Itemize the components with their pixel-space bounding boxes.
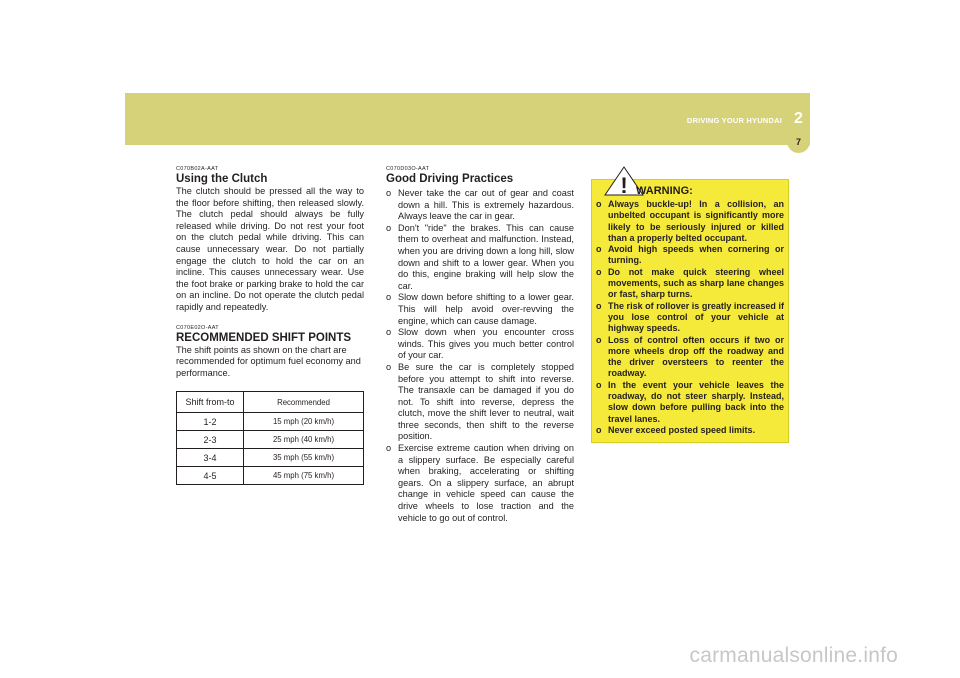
clutch-code: C070B02A-AAT: [176, 166, 219, 172]
bullet-mark: o: [596, 334, 602, 345]
list-item-text: Don't "ride" the brakes. This can cause them to overheat and malfunction. Instead, when you are driving down a long hill, slow down and shift to a lower gear. When you do this, engine braking will help slow the car.: [398, 222, 574, 291]
list-item: [386, 223, 574, 293]
bullet-mark: o: [386, 292, 392, 303]
bullet-mark: o: [596, 244, 602, 255]
clutch-body: The clutch should be pressed all the way to the floor before shifting, then released slowly. The clutch pedal should always be fully released while driving. Do not rest your foot on the clutch pedal while driving. This can cause unnecessary wear. Do not partially engage the clutch to hold the car on an incline. This causes unnecessary wear. Use the foot brake or parking brake to hold the car on an incline. Do not operate the clutch pedal rapidly and repeatedly.: [176, 186, 364, 312]
warning-item-text: In the event your vehicle leaves the roadway, do not steer sharply. Instead, slow down before pulling back into the travel lanes.: [608, 379, 784, 424]
chapter-number: 2: [794, 110, 803, 127]
warning-symbol: !: [620, 173, 628, 196]
bullet-mark: o: [386, 222, 392, 233]
list-item: [386, 362, 574, 443]
bullet-mark: o: [386, 327, 392, 338]
warning-item: [596, 267, 784, 301]
table-row: [177, 413, 364, 431]
practices-heading: Good Driving Practices: [386, 173, 514, 185]
bullet-mark: o: [596, 300, 602, 311]
table-cell: 35 mph (55 km/h): [244, 449, 364, 467]
warning-title: WARNING:: [636, 185, 693, 197]
table-cell: 2-3: [177, 431, 244, 449]
middle-column: [386, 166, 574, 524]
shift-points-table: [176, 391, 364, 485]
table-cell: 3-4: [177, 449, 244, 467]
warning-item-text: Avoid high speeds when cornering or turning.: [608, 244, 784, 266]
list-item-text: Slow down when you encounter cross winds. This gives you much better control of your car.: [398, 327, 574, 361]
bullet-mark: o: [596, 379, 602, 390]
bullet-mark: o: [386, 361, 392, 372]
warning-item: [596, 244, 784, 267]
shift-code: C070E02O-AAT: [176, 324, 219, 331]
table-cell: 4-5: [177, 467, 244, 485]
bullet-mark: o: [386, 188, 392, 198]
warning-item: [596, 425, 784, 436]
table-row: [177, 467, 364, 485]
warning-item-text: Loss of control often occurs if two or more wheels drop off the roadway and the driver oversteers to reenter the roadway.: [608, 334, 784, 379]
list-item: [386, 292, 574, 327]
list-item-text: Exercise extreme caution when driving on a slippery surface. Be especially careful when braking, accelerating or shifting gears. On a slippery surface, an abrupt change in vehicle speed can cause the drive wheels to lose traction and the vehicle to go out of control.: [398, 443, 574, 523]
bullet-mark: o: [386, 443, 392, 454]
warning-item: [596, 199, 784, 244]
page-number: 7: [795, 137, 801, 147]
table-header-cell: Recommended: [244, 392, 364, 413]
table-row: [177, 449, 364, 467]
warning-item-text: Do not make quick steering wheel movements, such as sharp lane changes or fast, sharp turns.: [608, 266, 784, 300]
warning-item-text: Always buckle-up! In a collision, an unbelted occupant is significantly more likely to be seriously injured or killed than a properly belted occupant.: [608, 199, 784, 243]
warning-item: [596, 301, 784, 335]
shift-body: The shift points as shown on the chart are recommended for optimum fuel economy and performance.: [176, 344, 361, 378]
list-item: [386, 188, 574, 223]
list-item: [386, 327, 574, 362]
shift-heading: RECOMMENDED SHIFT POINTS: [176, 331, 352, 344]
table-cell: 25 mph (40 km/h): [244, 431, 364, 449]
bullet-mark: o: [596, 199, 602, 209]
list-item-text: Slow down before shifting to a lower gear. This will help avoid over-revving the engine, which can cause damage.: [398, 292, 574, 326]
warning-item: [596, 335, 784, 380]
list-item: [386, 443, 574, 524]
section-title: DRIVING YOUR HYUNDAI: [686, 116, 782, 125]
watermark-link[interactable]: carmanualsonline.info: [689, 644, 898, 667]
warning-item-text: Never exceed posted speed limits.: [608, 424, 756, 435]
table-cell: 1-2: [177, 413, 244, 431]
practices-code: C070D03O-AAT: [386, 166, 430, 172]
bullet-mark: o: [596, 424, 602, 435]
warning-item: [596, 380, 784, 425]
table-header-row: [177, 392, 364, 413]
table-cell: 15 mph (20 km/h): [244, 413, 364, 431]
list-item-text: Be sure the car is completely stopped before you attempt to shift into reverse. The transaxle can be damaged if you do not. To shift into reverse, depress the clutch, move the shift lever to neutral, wait three seconds, then shift to the reverse position.: [398, 361, 574, 442]
warning-list: [596, 199, 784, 436]
left-column: [176, 166, 364, 485]
table-header-cell: Shift from-to: [177, 392, 244, 413]
list-item-text: Never take the car out of gear and coast down a hill. This is extremely hazardous. Always leave the car in gear.: [398, 188, 574, 222]
table-row: [177, 431, 364, 449]
warning-item-text: The risk of rollover is greatly increased if you lose control of your vehicle at highway speeds.: [608, 300, 784, 334]
bullet-mark: o: [596, 266, 602, 277]
practices-list: [386, 188, 574, 524]
clutch-heading: Using the Clutch: [176, 173, 268, 185]
table-cell: 45 mph (75 km/h): [244, 467, 364, 485]
